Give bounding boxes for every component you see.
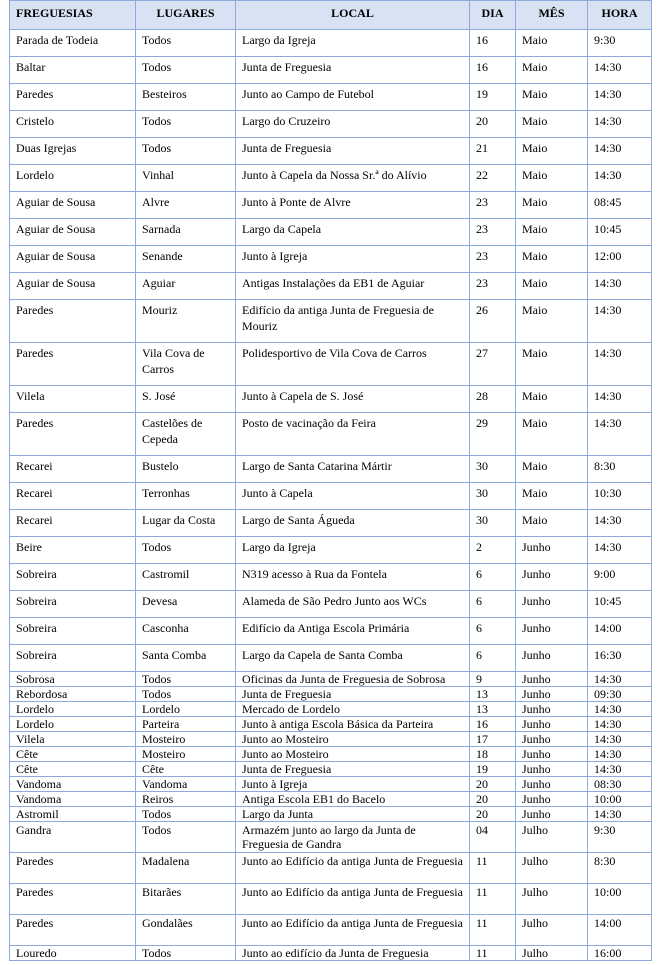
hora-cell: 14:30	[588, 138, 652, 165]
hora-cell: 12:00	[588, 246, 652, 273]
local-cell: Junta de Freguesia	[236, 138, 470, 165]
hora-cell: 14:30	[588, 84, 652, 111]
dia-cell: 30	[470, 483, 516, 510]
dia-cell: 23	[470, 273, 516, 300]
vaccination-schedule-table	[9, 0, 652, 961]
table-row	[10, 792, 652, 807]
dia-cell: 16	[470, 717, 516, 732]
mes-cell: Junho	[516, 732, 588, 747]
table-row	[10, 687, 652, 702]
table-row	[10, 537, 652, 564]
freguesia-cell: Gandra	[10, 822, 136, 853]
hora-cell: 14:30	[588, 57, 652, 84]
lugar-cell: Castelões de Cepeda	[136, 413, 236, 456]
table-row	[10, 456, 652, 483]
mes-cell: Maio	[516, 84, 588, 111]
dia-cell: 2	[470, 537, 516, 564]
dia-cell: 19	[470, 84, 516, 111]
table-header-row	[10, 1, 652, 30]
hora-cell: 14:30	[588, 672, 652, 687]
freguesia-cell: Cête	[10, 762, 136, 777]
mes-cell: Junho	[516, 747, 588, 762]
freguesia-cell: Paredes	[10, 343, 136, 386]
lugar-cell: Terronhas	[136, 483, 236, 510]
dia-cell: 23	[470, 219, 516, 246]
lugar-cell: Santa Comba	[136, 645, 236, 672]
table-row	[10, 138, 652, 165]
table-row	[10, 884, 652, 915]
freguesia-cell: Lordelo	[10, 165, 136, 192]
header-mes: MÊS	[516, 1, 588, 30]
table-row	[10, 219, 652, 246]
hora-cell: 14:30	[588, 413, 652, 456]
dia-cell: 30	[470, 456, 516, 483]
table-row	[10, 30, 652, 57]
lugar-cell: Todos	[136, 57, 236, 84]
header-dia: DIA	[470, 1, 516, 30]
local-cell: Mercado de Lordelo	[236, 702, 470, 717]
table-row	[10, 702, 652, 717]
mes-cell: Maio	[516, 273, 588, 300]
dia-cell: 17	[470, 732, 516, 747]
lugar-cell: Mosteiro	[136, 747, 236, 762]
dia-cell: 20	[470, 792, 516, 807]
dia-cell: 11	[470, 915, 516, 946]
freguesia-cell: Paredes	[10, 884, 136, 915]
table-row	[10, 57, 652, 84]
local-cell: Antiga Escola EB1 do Bacelo	[236, 792, 470, 807]
dia-cell: 30	[470, 510, 516, 537]
header-freguesias: FREGUESIAS	[10, 1, 136, 30]
local-cell: Largo da Junta	[236, 807, 470, 822]
lugar-cell: Castromil	[136, 564, 236, 591]
mes-cell: Junho	[516, 777, 588, 792]
table-row	[10, 300, 652, 343]
hora-cell: 08:30	[588, 777, 652, 792]
freguesia-cell: Cristelo	[10, 111, 136, 138]
freguesia-cell: Sobreira	[10, 564, 136, 591]
hora-cell: 14:30	[588, 386, 652, 413]
freguesia-cell: Aguiar de Sousa	[10, 246, 136, 273]
freguesia-cell: Parada de Todeia	[10, 30, 136, 57]
table-row	[10, 483, 652, 510]
local-cell: Largo da Capela de Santa Comba	[236, 645, 470, 672]
hora-cell: 14:30	[588, 807, 652, 822]
hora-cell: 14:30	[588, 510, 652, 537]
lugar-cell: Cête	[136, 762, 236, 777]
hora-cell: 10:00	[588, 884, 652, 915]
freguesia-cell: Rebordosa	[10, 687, 136, 702]
lugar-cell: Todos	[136, 138, 236, 165]
local-cell: Junto ao Edifício da antiga Junta de Freguesia	[236, 884, 470, 915]
hora-cell: 16:30	[588, 645, 652, 672]
freguesia-cell: Lordelo	[10, 717, 136, 732]
dia-cell: 11	[470, 853, 516, 884]
hora-cell: 14:30	[588, 747, 652, 762]
dia-cell: 9	[470, 672, 516, 687]
lugar-cell: Sarnada	[136, 219, 236, 246]
dia-cell: 26	[470, 300, 516, 343]
mes-cell: Junho	[516, 672, 588, 687]
mes-cell: Maio	[516, 219, 588, 246]
hora-cell: 14:00	[588, 618, 652, 645]
local-cell: Junto ao Edifício da antiga Junta de Freguesia	[236, 853, 470, 884]
mes-cell: Junho	[516, 537, 588, 564]
dia-cell: 23	[470, 246, 516, 273]
local-cell: Junto à Ponte de Alvre	[236, 192, 470, 219]
lugar-cell: Lugar da Costa	[136, 510, 236, 537]
mes-cell: Maio	[516, 343, 588, 386]
header-local: LOCAL	[236, 1, 470, 30]
dia-cell: 16	[470, 30, 516, 57]
lugar-cell: Todos	[136, 687, 236, 702]
local-cell: Largo da Igreja	[236, 30, 470, 57]
lugar-cell: Devesa	[136, 591, 236, 618]
hora-cell: 14:30	[588, 273, 652, 300]
freguesia-cell: Paredes	[10, 915, 136, 946]
hora-cell: 9:00	[588, 564, 652, 591]
local-cell: Largo da Capela	[236, 219, 470, 246]
lugar-cell: Gondalães	[136, 915, 236, 946]
lugar-cell: Lordelo	[136, 702, 236, 717]
local-cell: Largo de Santa Águeda	[236, 510, 470, 537]
dia-cell: 6	[470, 591, 516, 618]
hora-cell: 14:00	[588, 915, 652, 946]
dia-cell: 19	[470, 762, 516, 777]
hora-cell: 8:30	[588, 853, 652, 884]
local-cell: N319 acesso à Rua da Fontela	[236, 564, 470, 591]
freguesia-cell: Louredo	[10, 946, 136, 961]
dia-cell: 11	[470, 946, 516, 961]
dia-cell: 6	[470, 564, 516, 591]
lugar-cell: Casconha	[136, 618, 236, 645]
freguesia-cell: Cête	[10, 747, 136, 762]
local-cell: Junto à Igreja	[236, 777, 470, 792]
dia-cell: 04	[470, 822, 516, 853]
hora-cell: 14:30	[588, 762, 652, 777]
table-row	[10, 762, 652, 777]
freguesia-cell: Paredes	[10, 853, 136, 884]
table-row	[10, 84, 652, 111]
lugar-cell: Bitarães	[136, 884, 236, 915]
dia-cell: 29	[470, 413, 516, 456]
freguesia-cell: Paredes	[10, 413, 136, 456]
local-cell: Edifício da antiga Junta de Freguesia de Mouriz	[236, 300, 470, 343]
local-cell: Largo da Igreja	[236, 537, 470, 564]
freguesia-cell: Astromil	[10, 807, 136, 822]
local-cell: Oficinas da Junta de Freguesia de Sobrosa	[236, 672, 470, 687]
header-lugares: LUGARES	[136, 1, 236, 30]
freguesia-cell: Sobreira	[10, 591, 136, 618]
dia-cell: 13	[470, 702, 516, 717]
local-cell: Junta de Freguesia	[236, 687, 470, 702]
local-cell: Junto à Capela	[236, 483, 470, 510]
hora-cell: 16:00	[588, 946, 652, 961]
table-row	[10, 510, 652, 537]
hora-cell: 14:30	[588, 717, 652, 732]
dia-cell: 28	[470, 386, 516, 413]
lugar-cell: Todos	[136, 30, 236, 57]
table-row	[10, 915, 652, 946]
mes-cell: Maio	[516, 111, 588, 138]
lugar-cell: Vandoma	[136, 777, 236, 792]
local-cell: Polidesportivo de Vila Cova de Carros	[236, 343, 470, 386]
lugar-cell: Madalena	[136, 853, 236, 884]
table-row	[10, 717, 652, 732]
mes-cell: Julho	[516, 915, 588, 946]
hora-cell: 10:30	[588, 483, 652, 510]
hora-cell: 9:30	[588, 30, 652, 57]
hora-cell: 14:30	[588, 300, 652, 343]
hora-cell: 9:30	[588, 822, 652, 853]
mes-cell: Maio	[516, 57, 588, 84]
hora-cell: 10:00	[588, 792, 652, 807]
mes-cell: Maio	[516, 30, 588, 57]
local-cell: Alameda de São Pedro Junto aos WCs	[236, 591, 470, 618]
freguesia-cell: Aguiar de Sousa	[10, 219, 136, 246]
table-row	[10, 946, 652, 961]
freguesia-cell: Paredes	[10, 84, 136, 111]
mes-cell: Maio	[516, 510, 588, 537]
lugar-cell: Mouriz	[136, 300, 236, 343]
mes-cell: Maio	[516, 483, 588, 510]
table-row	[10, 591, 652, 618]
freguesia-cell: Recarei	[10, 456, 136, 483]
freguesia-cell: Lordelo	[10, 702, 136, 717]
mes-cell: Maio	[516, 456, 588, 483]
lugar-cell: Senande	[136, 246, 236, 273]
hora-cell: 14:30	[588, 165, 652, 192]
table-row	[10, 165, 652, 192]
dia-cell: 20	[470, 807, 516, 822]
lugar-cell: Todos	[136, 822, 236, 853]
local-cell: Edifício da Antiga Escola Primária	[236, 618, 470, 645]
table-row	[10, 192, 652, 219]
mes-cell: Junho	[516, 717, 588, 732]
mes-cell: Maio	[516, 192, 588, 219]
mes-cell: Julho	[516, 853, 588, 884]
mes-cell: Junho	[516, 807, 588, 822]
mes-cell: Junho	[516, 645, 588, 672]
table-row	[10, 807, 652, 822]
mes-cell: Maio	[516, 386, 588, 413]
table-row	[10, 111, 652, 138]
lugar-cell: Alvre	[136, 192, 236, 219]
lugar-cell: Todos	[136, 807, 236, 822]
mes-cell: Junho	[516, 687, 588, 702]
hora-cell: 10:45	[588, 591, 652, 618]
local-cell: Junto à Capela de S. José	[236, 386, 470, 413]
freguesia-cell: Aguiar de Sousa	[10, 192, 136, 219]
lugar-cell: Reiros	[136, 792, 236, 807]
local-cell: Junta de Freguesia	[236, 57, 470, 84]
freguesia-cell: Vilela	[10, 386, 136, 413]
dia-cell: 27	[470, 343, 516, 386]
lugar-cell: Todos	[136, 537, 236, 564]
local-cell: Largo de Santa Catarina Mártir	[236, 456, 470, 483]
local-cell: Junto à Capela da Nossa Sr.ª do Alívio	[236, 165, 470, 192]
mes-cell: Maio	[516, 300, 588, 343]
table-row	[10, 645, 652, 672]
dia-cell: 11	[470, 884, 516, 915]
hora-cell: 14:30	[588, 732, 652, 747]
table-row	[10, 386, 652, 413]
hora-cell: 08:45	[588, 192, 652, 219]
local-cell: Junto ao edifício da Junta de Freguesia	[236, 946, 470, 961]
lugar-cell: Aguiar	[136, 273, 236, 300]
hora-cell: 14:30	[588, 111, 652, 138]
local-cell: Junto ao Mosteiro	[236, 747, 470, 762]
table-row	[10, 747, 652, 762]
local-cell: Junto ao Campo de Futebol	[236, 84, 470, 111]
hora-cell: 14:30	[588, 537, 652, 564]
mes-cell: Julho	[516, 946, 588, 961]
mes-cell: Maio	[516, 138, 588, 165]
freguesia-cell: Duas Igrejas	[10, 138, 136, 165]
dia-cell: 23	[470, 192, 516, 219]
lugar-cell: Mosteiro	[136, 732, 236, 747]
mes-cell: Junho	[516, 702, 588, 717]
mes-cell: Junho	[516, 564, 588, 591]
freguesia-cell: Recarei	[10, 483, 136, 510]
local-cell: Junto ao Mosteiro	[236, 732, 470, 747]
local-cell: Junto à antiga Escola Básica da Parteira	[236, 717, 470, 732]
hora-cell: 14:30	[588, 702, 652, 717]
mes-cell: Junho	[516, 762, 588, 777]
mes-cell: Junho	[516, 792, 588, 807]
freguesia-cell: Recarei	[10, 510, 136, 537]
freguesia-cell: Vandoma	[10, 792, 136, 807]
schedule-table-container	[9, 0, 651, 961]
freguesia-cell: Vilela	[10, 732, 136, 747]
lugar-cell: S. José	[136, 386, 236, 413]
table-row	[10, 618, 652, 645]
table-row	[10, 273, 652, 300]
lugar-cell: Bustelo	[136, 456, 236, 483]
dia-cell: 22	[470, 165, 516, 192]
dia-cell: 16	[470, 57, 516, 84]
table-row	[10, 343, 652, 386]
hora-cell: 14:30	[588, 343, 652, 386]
dia-cell: 6	[470, 645, 516, 672]
mes-cell: Junho	[516, 591, 588, 618]
dia-cell: 21	[470, 138, 516, 165]
lugar-cell: Parteira	[136, 717, 236, 732]
hora-cell: 10:45	[588, 219, 652, 246]
lugar-cell: Vinhal	[136, 165, 236, 192]
dia-cell: 20	[470, 111, 516, 138]
dia-cell: 6	[470, 618, 516, 645]
local-cell: Junta de Freguesia	[236, 762, 470, 777]
table-body	[10, 30, 652, 961]
freguesia-cell: Baltar	[10, 57, 136, 84]
mes-cell: Junho	[516, 618, 588, 645]
freguesia-cell: Vandoma	[10, 777, 136, 792]
table-row	[10, 413, 652, 456]
local-cell: Junto à Igreja	[236, 246, 470, 273]
local-cell: Junto ao Edifício da antiga Junta de Freguesia	[236, 915, 470, 946]
dia-cell: 13	[470, 687, 516, 702]
table-row	[10, 822, 652, 853]
local-cell: Posto de vacinação da Feira	[236, 413, 470, 456]
lugar-cell: Todos	[136, 946, 236, 961]
hora-cell: 8:30	[588, 456, 652, 483]
local-cell: Armazém junto ao largo da Junta de Freguesia de Gandra	[236, 822, 470, 853]
dia-cell: 20	[470, 777, 516, 792]
mes-cell: Julho	[516, 822, 588, 853]
mes-cell: Maio	[516, 246, 588, 273]
table-row	[10, 732, 652, 747]
freguesia-cell: Paredes	[10, 300, 136, 343]
mes-cell: Maio	[516, 413, 588, 456]
dia-cell: 18	[470, 747, 516, 762]
header-hora: HORA	[588, 1, 652, 30]
mes-cell: Maio	[516, 165, 588, 192]
freguesia-cell: Sobreira	[10, 618, 136, 645]
table-row	[10, 246, 652, 273]
local-cell: Antigas Instalações da EB1 de Aguiar	[236, 273, 470, 300]
table-row	[10, 672, 652, 687]
freguesia-cell: Sobreira	[10, 645, 136, 672]
freguesia-cell: Beire	[10, 537, 136, 564]
lugar-cell: Todos	[136, 111, 236, 138]
table-row	[10, 777, 652, 792]
table-row	[10, 853, 652, 884]
local-cell: Largo do Cruzeiro	[236, 111, 470, 138]
table-row	[10, 564, 652, 591]
freguesia-cell: Aguiar de Sousa	[10, 273, 136, 300]
lugar-cell: Besteiros	[136, 84, 236, 111]
lugar-cell: Vila Cova de Carros	[136, 343, 236, 386]
mes-cell: Julho	[516, 884, 588, 915]
freguesia-cell: Sobrosa	[10, 672, 136, 687]
hora-cell: 09:30	[588, 687, 652, 702]
lugar-cell: Todos	[136, 672, 236, 687]
